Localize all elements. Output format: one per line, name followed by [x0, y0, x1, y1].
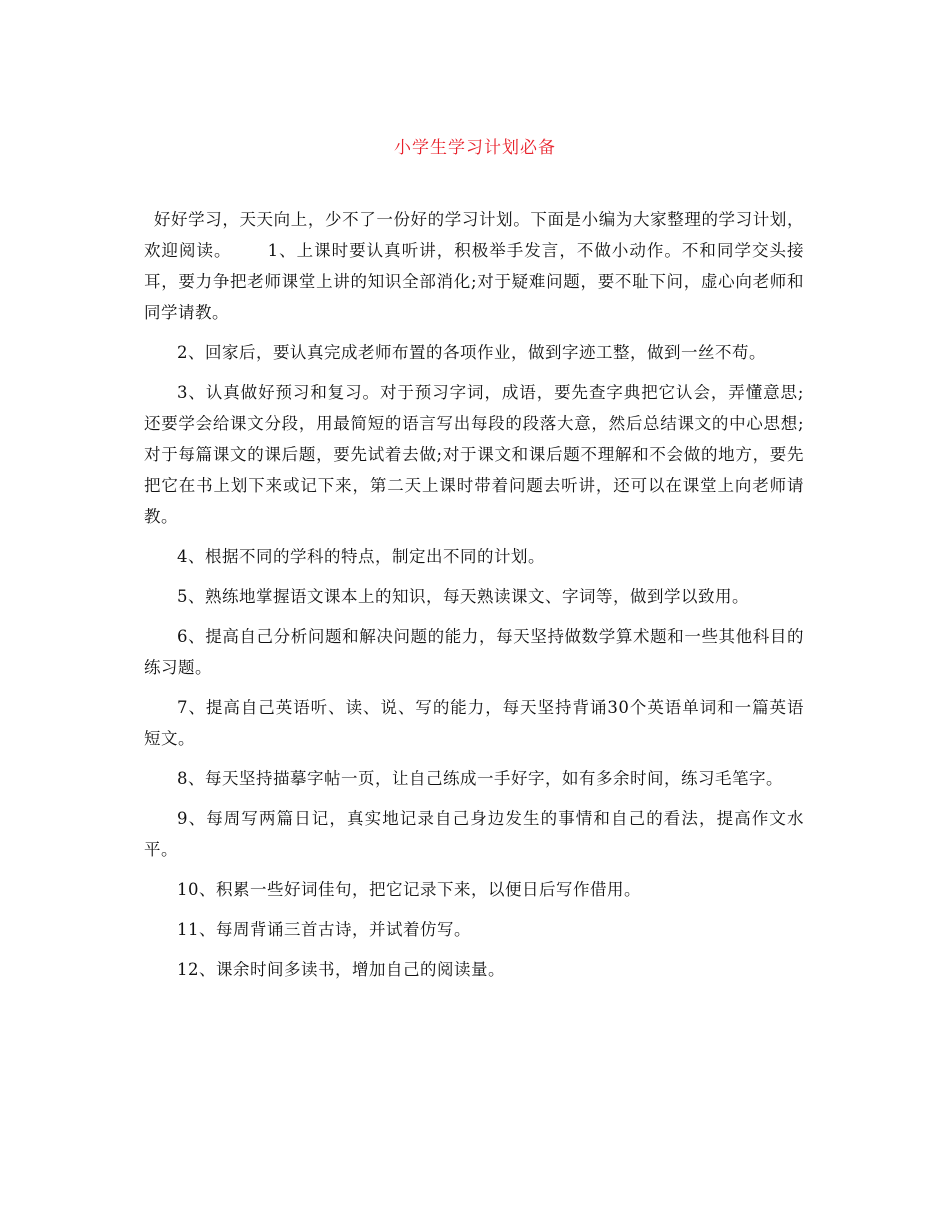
intro-text: 好好学习，天天向上，少不了一份好的学习计划。下面是小编为大家整理的学习计划，欢迎阅读。 — [144, 210, 804, 260]
item-7-paragraph: 7、提高自己英语听、读、说、写的能力，每天坚持背诵30个英语单词和一篇英语短文。 — [144, 698, 804, 748]
item-5-paragraph: 5、熟练地掌握语文课本上的知识，每天熟读课文、字词等，做到学以致用。 — [177, 587, 749, 606]
item-8-paragraph: 8、每天坚持描摹字帖一页，让自己练成一手好字，如有多余时间，练习毛笔字。 — [177, 769, 783, 788]
document-title: 小学生学习计划必备 — [394, 138, 556, 158]
document-body — [144, 204, 804, 994]
intro-paragraph — [144, 204, 804, 328]
item-3-paragraph: 3、认真做好预习和复习。对于预习字词，成语，要先查字典把它认会，弄懂意思;还要学会给课文分段，用最简短的语言写出每段的段落大意，然后总结课文的中心思想;对于每篇课文的课后题，要先试着去做;对于课文和课后题不理解和不会做的地方，要先把它在书上划下来或记下来，第二天上课时带着问题去听讲，还可以在课堂上向老师请教。 — [144, 383, 804, 526]
item-9-paragraph: 9、每周写两篇日记，真实地记录自己身边发生的事情和自己的看法，提高作文水平。 — [144, 809, 804, 859]
item-11-paragraph: 11、每周背诵三首古诗，并试着仿写。 — [177, 920, 471, 939]
item-10-paragraph: 10、积累一些好词佳句，把它记录下来，以便日后写作借用。 — [177, 880, 641, 899]
item-4-paragraph: 4、根据不同的学科的特点，制定出不同的计划。 — [177, 547, 545, 566]
item-2-paragraph: 2、回家后，要认真完成老师布置的各项作业，做到字迹工整，做到一丝不苟。 — [177, 343, 766, 362]
item-1-text: 1、上课时要认真听讲，积极举手发言，不做小动作。不和同学交头接耳，要力争把老师课堂上讲的知识全部消化;对于疑难问题，要不耻下问，虚心向老师和同学请教。 — [144, 241, 805, 322]
item-12-paragraph: 12、课余时间多读书，增加自己的阅读量。 — [177, 960, 505, 979]
item-6-paragraph: 6、提高自己分析问题和解决问题的能力，每天坚持做数学算术题和一些其他科目的练习题。 — [144, 627, 804, 677]
